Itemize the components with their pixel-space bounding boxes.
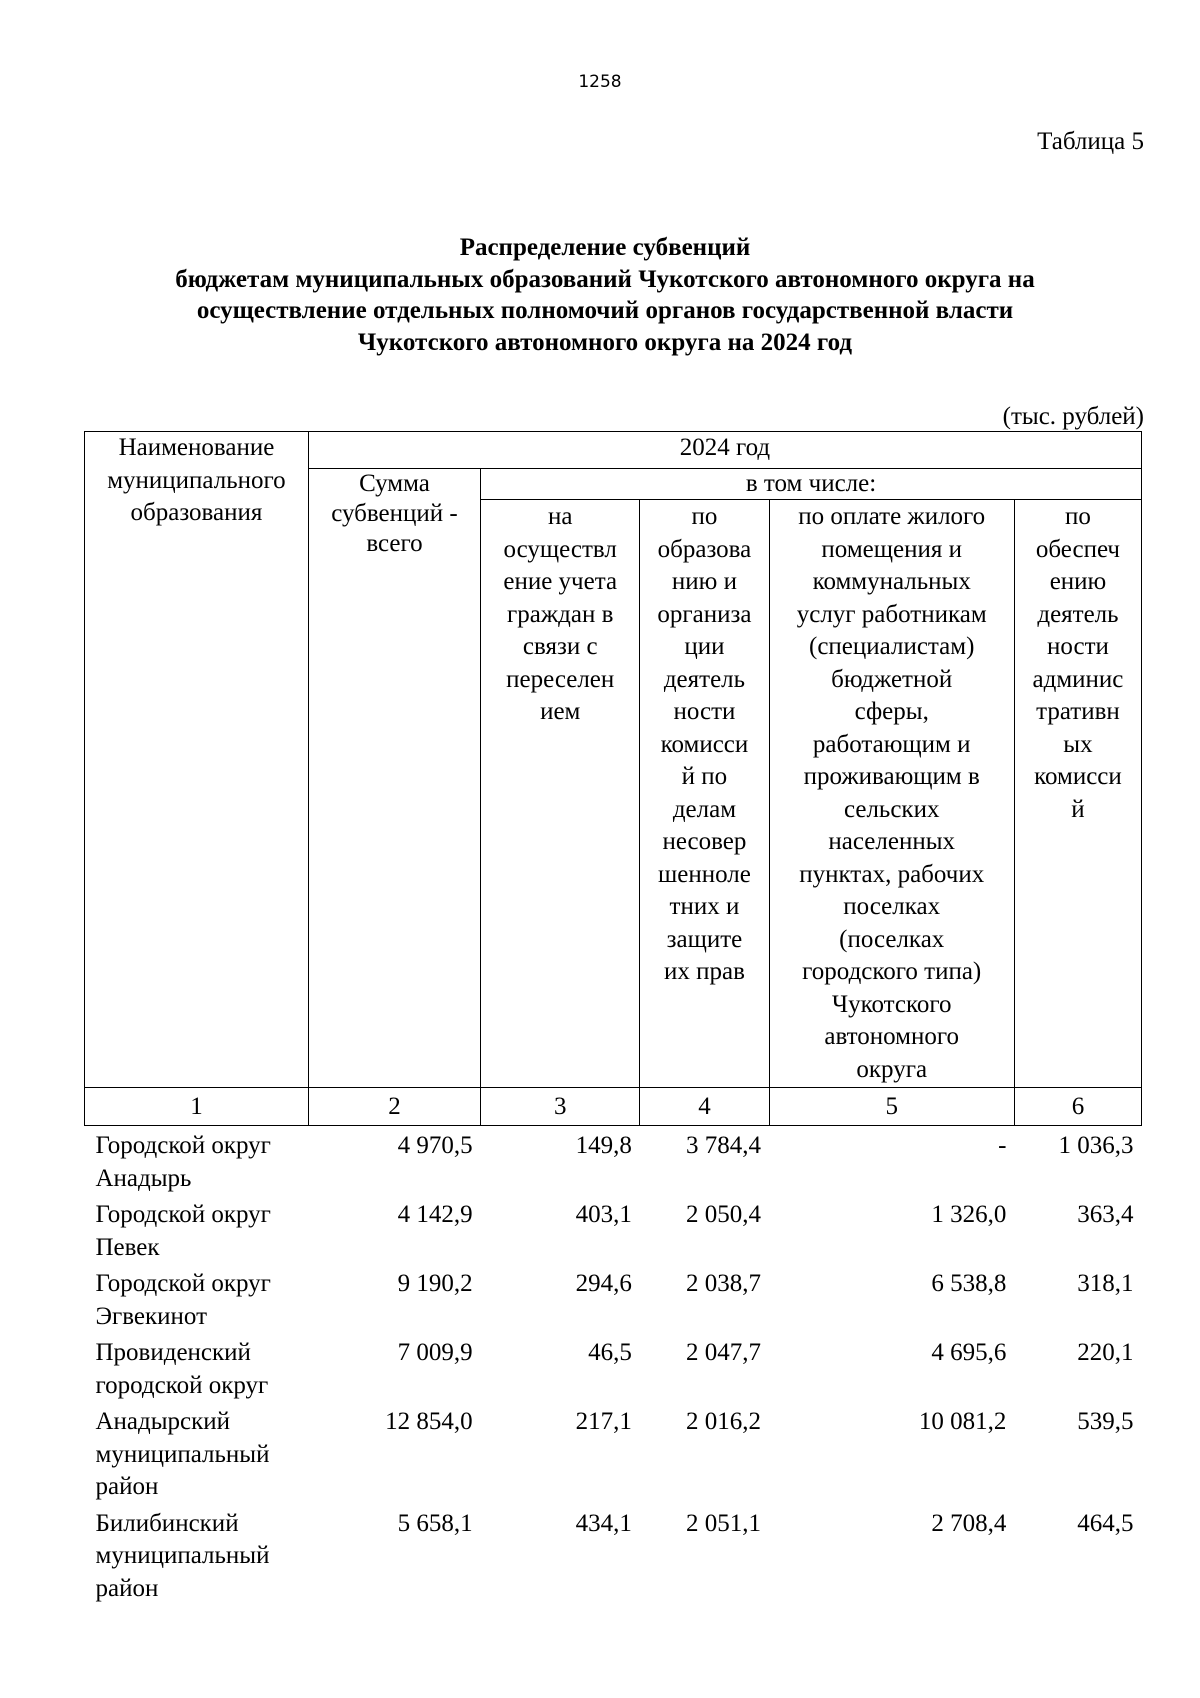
housing-value: 2 708,4 — [931, 1509, 1007, 1537]
education-value: 2 016,2 — [686, 1408, 762, 1435]
header-year: 2024 год — [308, 432, 1141, 469]
table-row — [85, 1504, 1142, 1606]
column-number: 3 — [481, 1088, 640, 1126]
education-value: 2 047,7 — [686, 1339, 762, 1366]
housing-value: - — [998, 1132, 1007, 1159]
resettlement-value: 149,8 — [575, 1132, 632, 1159]
education-value: 2 038,7 — [686, 1270, 762, 1297]
title-line: бюджетам муниципальных образований Чукотского автономного округа на — [175, 265, 1035, 293]
table-label: Таблица 5 — [1037, 128, 1144, 155]
header-municipality-name: Наименование муниципального образования — [85, 432, 309, 1088]
page-number: 1258 — [578, 72, 622, 92]
housing-value: 1 326,0 — [931, 1201, 1007, 1228]
housing-value: 4 695,6 — [931, 1339, 1007, 1366]
table-row — [85, 1264, 1142, 1333]
document-title — [80, 232, 1130, 358]
administrative-value: 539,5 — [1077, 1408, 1134, 1435]
resettlement-value: 294,6 — [575, 1270, 632, 1297]
municipality-name: Провиденский городской округ — [95, 1339, 269, 1399]
header-total-subventions: Сумма субвенций - всего — [308, 469, 480, 1088]
total-value: 5 658,1 — [397, 1509, 473, 1537]
subventions-table — [84, 431, 1142, 1605]
title-line: Распределение субвенций — [459, 234, 751, 261]
total-value: 4 970,5 — [397, 1132, 473, 1159]
units-label: (тыс. рублей) — [1002, 403, 1144, 430]
column-number: 6 — [1014, 1088, 1141, 1126]
column-number: 1 — [85, 1088, 309, 1126]
municipality-name: Городской округ Анадырь — [95, 1132, 271, 1192]
administrative-value: 363,4 — [1077, 1201, 1134, 1228]
header-resettlement-accounting: на осуществл ение учета граждан в связи с переселен ием — [481, 500, 640, 1088]
resettlement-value: 403,1 — [575, 1201, 632, 1228]
education-value: 2 051,1 — [686, 1509, 762, 1537]
header-administrative-commissions: по обеспеч ению деятель ности админис тративн ых комисси й — [1014, 500, 1141, 1088]
total-value: 7 009,9 — [397, 1339, 473, 1366]
municipality-name: Городской округ Певек — [95, 1201, 271, 1261]
total-value: 9 190,2 — [397, 1270, 473, 1297]
administrative-value: 464,5 — [1077, 1509, 1134, 1537]
housing-value: 10 081,2 — [918, 1408, 1007, 1435]
administrative-value: 220,1 — [1077, 1339, 1134, 1366]
administrative-value: 1 036,3 — [1058, 1132, 1134, 1159]
table-row — [85, 1333, 1142, 1402]
table-row — [85, 1195, 1142, 1264]
municipality-name: Анадырский муниципальный район — [95, 1408, 270, 1500]
header-including: в том числе: — [481, 469, 1142, 500]
resettlement-value: 217,1 — [575, 1408, 632, 1435]
title-line: осуществление отдельных полномочий органов государственной власти — [196, 297, 1014, 324]
total-value: 12 854,0 — [385, 1408, 473, 1435]
resettlement-value: 46,5 — [588, 1339, 632, 1366]
education-value: 3 784,4 — [686, 1132, 762, 1159]
table-row — [85, 1402, 1142, 1504]
table-row — [85, 1126, 1142, 1196]
administrative-value: 318,1 — [1077, 1270, 1134, 1297]
total-value: 4 142,9 — [397, 1201, 473, 1228]
housing-value: 6 538,8 — [931, 1270, 1007, 1297]
column-number: 4 — [640, 1088, 769, 1126]
title-line: Чукотского автономного округа на 2024 год — [357, 328, 853, 356]
column-number: 2 — [308, 1088, 480, 1126]
resettlement-value: 434,1 — [575, 1509, 632, 1537]
header-housing-utilities: по оплате жилого помещения и коммунальных услуг работникам (специалистам) бюджетной сферы, работающим и проживающим в сельских населенных пунктах, рабочих поселках (поселках городского типа) Чукотского автономного округа — [769, 500, 1014, 1088]
municipality-name: Билибинский муниципальный район — [95, 1509, 270, 1602]
municipality-name: Городской округ Эгвекинот — [95, 1270, 271, 1330]
header-education-commissions: по образова нию и организа ции деятель ности комисси й по делам несовер шенноле тних и защите их прав — [640, 500, 769, 1088]
column-number: 5 — [769, 1088, 1014, 1126]
education-value: 2 050,4 — [686, 1201, 762, 1228]
